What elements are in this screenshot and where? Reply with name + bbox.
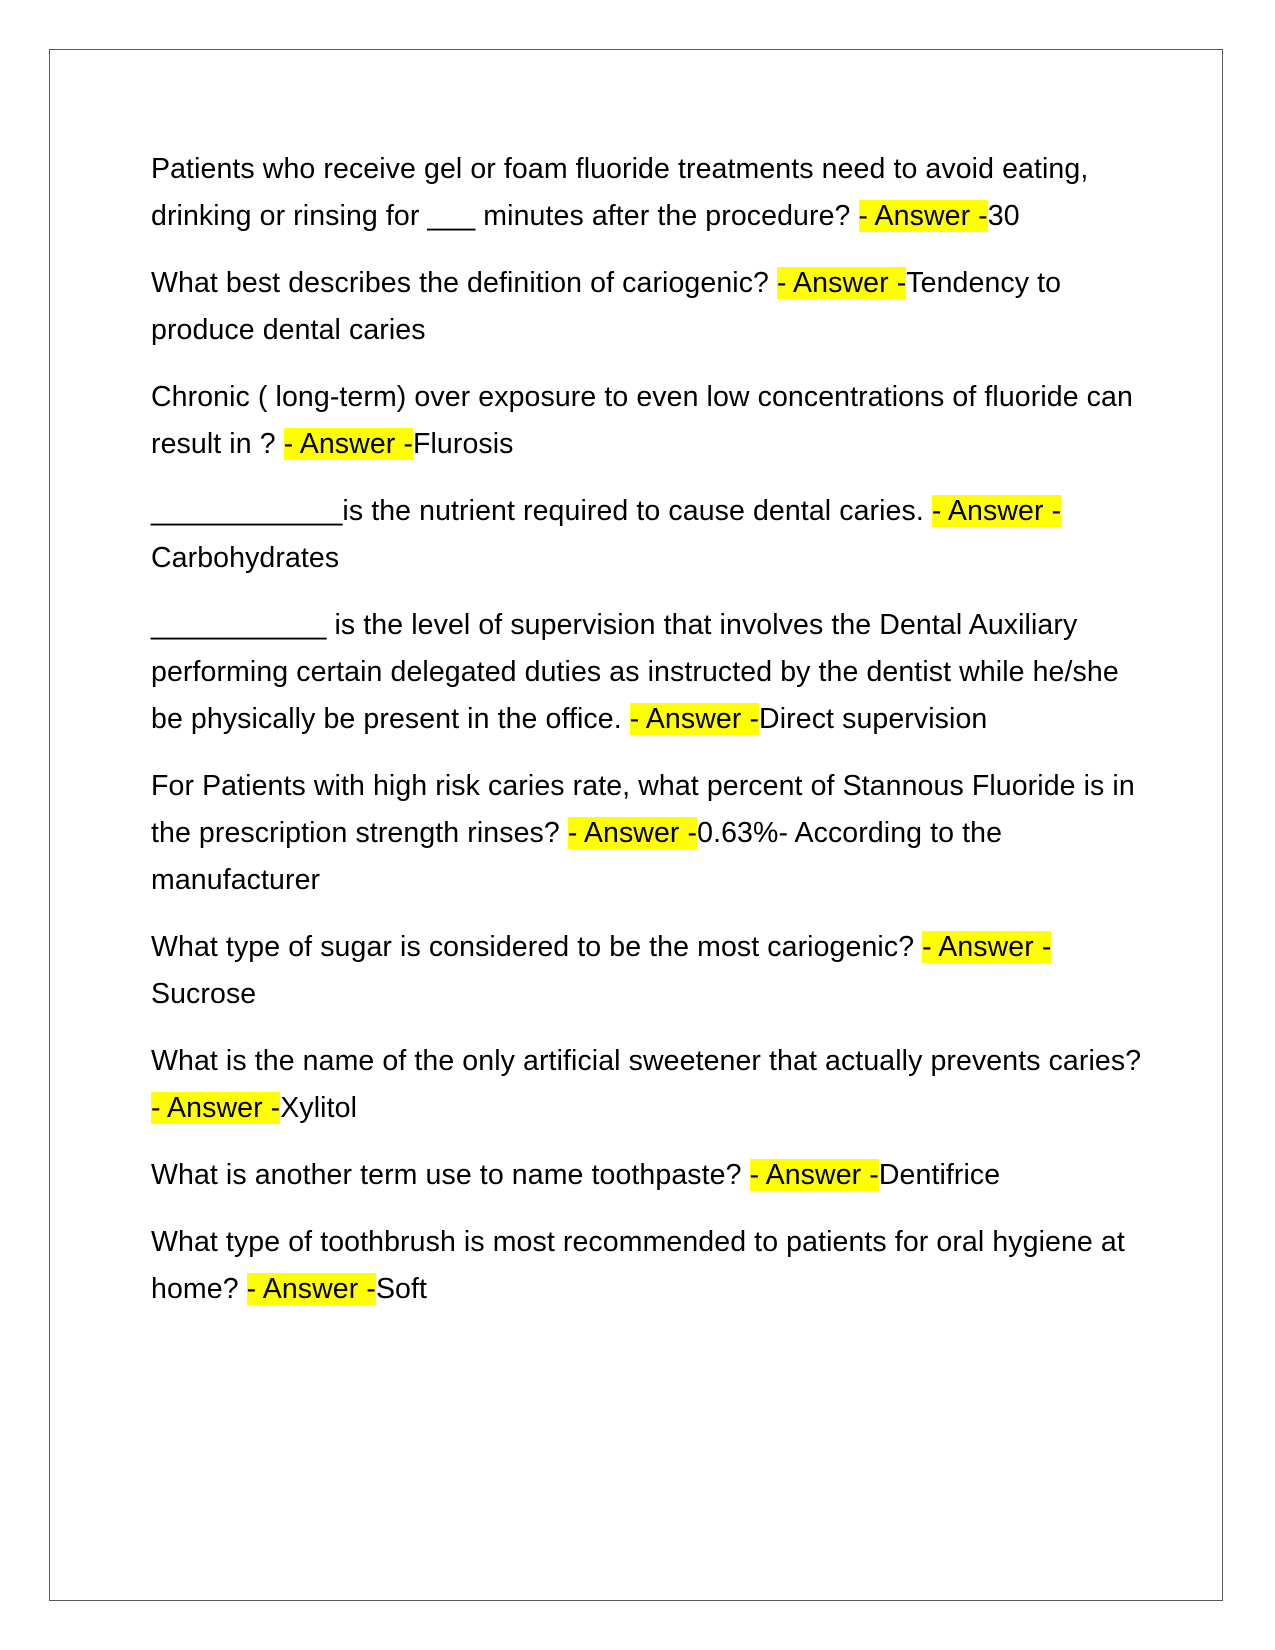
qa-item xyxy=(151,1152,1151,1199)
answer-marker: - Answer - xyxy=(931,495,1062,527)
answer-marker: - Answer - xyxy=(777,267,907,299)
answer-marker: - Answer - xyxy=(283,428,413,460)
answer-text: Dentifrice xyxy=(878,1159,1001,1191)
answer-marker: - Answer - xyxy=(922,931,1052,963)
qa-item xyxy=(151,374,1151,468)
question-text: What type of sugar is considered to be the most cariogenic? xyxy=(151,931,923,963)
qa-item xyxy=(151,924,1151,1018)
answer-marker: - Answer - xyxy=(151,1092,281,1124)
question-text: What is another term use to name toothpaste? xyxy=(151,1159,750,1191)
question-text: What is the name of the only artificial sweetener that actually prevents caries? xyxy=(151,1045,1142,1077)
answer-marker: - Answer - xyxy=(246,1273,376,1305)
qa-item xyxy=(151,146,1151,240)
answer-text: Flurosis xyxy=(412,428,514,460)
answer-text: 30 xyxy=(987,200,1020,232)
question-text: What type of toothbrush is most recommended to patients for oral hygiene at home? xyxy=(151,1226,1125,1305)
answer-marker: - Answer - xyxy=(629,703,760,735)
qa-item xyxy=(151,1038,1151,1132)
question-text: ____________is the nutrient required to cause dental caries. xyxy=(151,495,932,527)
answer-text: 0.63%- According to the manufacturer xyxy=(151,817,1003,896)
qa-item xyxy=(151,260,1151,354)
answer-marker: - Answer - xyxy=(567,817,698,849)
qa-item xyxy=(151,488,1151,582)
answer-text: Carbohydrates xyxy=(151,542,340,574)
answer-marker: - Answer - xyxy=(858,200,988,232)
question-text: ___________ is the level of supervision that involves the Dental Auxiliary performing certain delegated duties as instructed by the dentist while he/she be physically be present in the office. xyxy=(151,609,1119,735)
answer-text: Tendency to produce dental caries xyxy=(151,267,1062,346)
answer-text: Xylitol xyxy=(280,1092,358,1124)
answer-text: Soft xyxy=(375,1273,428,1305)
question-text: Chronic ( long-term) over exposure to even low concentrations of fluoride can result in ? xyxy=(151,381,1133,460)
qa-item xyxy=(151,602,1151,743)
question-text: What best describes the definition of cariogenic? xyxy=(151,267,778,299)
answer-text: Sucrose xyxy=(151,978,257,1010)
qa-item xyxy=(151,1219,1151,1313)
answer-marker: - Answer - xyxy=(749,1159,879,1191)
question-text: Patients who receive gel or foam fluoride treatments need to avoid eating, drinking or rinsing for ___ minutes after the procedure? xyxy=(151,153,1089,232)
answer-text: Direct supervision xyxy=(759,703,988,735)
qa-list xyxy=(151,146,1151,1333)
question-text: For Patients with high risk caries rate, what percent of Stannous Fluoride is in the prescription strength rinses? xyxy=(151,770,1135,849)
qa-item xyxy=(151,763,1151,904)
